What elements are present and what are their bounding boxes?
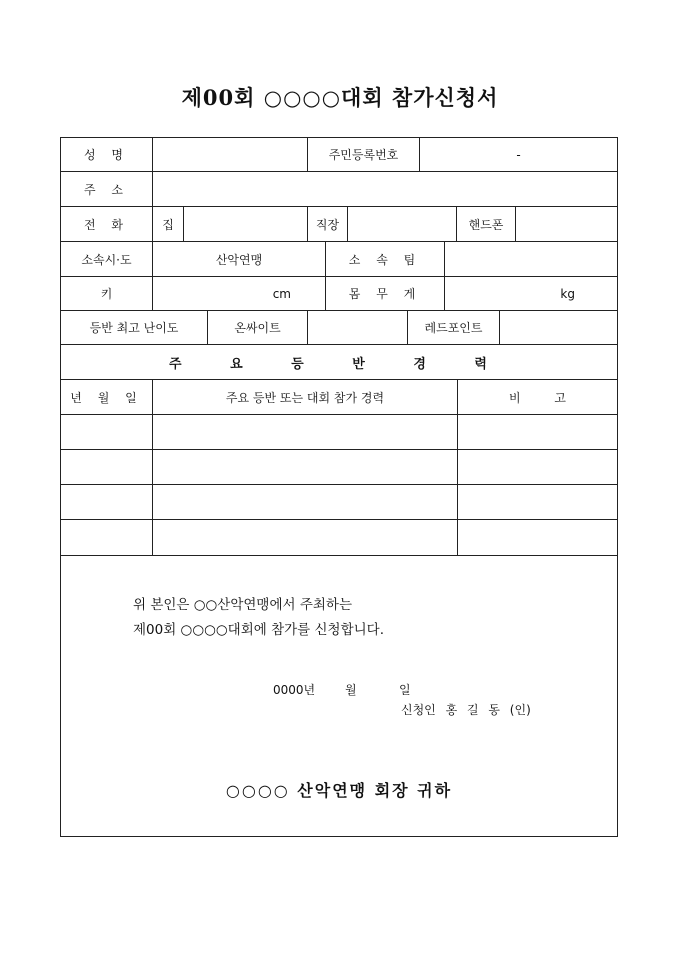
history-note-field[interactable] [458,485,617,519]
history-note-field[interactable] [458,450,617,484]
affiliation-row [61,242,617,277]
mobile-phone-field[interactable] [516,207,617,241]
name-field[interactable] [153,138,308,171]
statement-line-2: 제00회 ○○○○대회에 참가를 신청합니다. [133,622,384,638]
table-row [61,450,617,485]
history-note-field[interactable] [458,520,617,555]
difficulty-row [61,311,617,345]
address-field[interactable] [153,172,617,206]
address-row [61,172,617,207]
addressee: ○○○○ 산악연맹 회장 귀하 [225,781,453,800]
affiliation-label: 소속시·도 [61,242,153,276]
onsight-label: 온싸이트 [208,311,308,344]
statement-line-1: 위 본인은 ○○산악연맹에서 주최하는 [133,597,353,613]
weight-field[interactable]: kg [560,286,575,301]
home-phone-label: 집 [153,207,184,241]
height-field[interactable]: cm [153,277,326,310]
body-row [61,277,617,311]
history-career-field[interactable] [153,485,458,519]
note-column-header: 비 고 [509,390,566,405]
career-column-header: 주요 등반 또는 대회 참가 경력 [153,380,458,414]
team-label: 소 속 팀 [326,242,445,276]
history-header-row [61,380,617,415]
history-section-row [61,345,617,380]
work-phone-field[interactable] [348,207,457,241]
history-date-field[interactable] [61,415,153,449]
form-title: 제00회 ○○○○대회 참가신청서 [181,85,499,110]
applicant-signature: 신청인 홍 길 동 (인) [401,703,531,717]
height-label: 키 [61,277,153,310]
history-career-field[interactable] [153,450,458,484]
resident-number-label: 주민등록번호 [308,138,420,171]
mobile-phone-label: 핸드폰 [457,207,516,241]
name-label: 성 명 [61,138,153,171]
table-row [61,415,617,450]
weight-label: 몸 무 게 [326,277,445,310]
onsight-field[interactable] [308,311,408,344]
history-date-field[interactable] [61,520,153,555]
table-row [61,520,617,556]
date-year: 0000년 [273,683,316,697]
history-date-field[interactable] [61,485,153,519]
federation-field[interactable]: 산악연맹 [153,242,326,276]
history-note-field[interactable] [458,415,617,449]
redpoint-field[interactable] [500,311,617,344]
resident-number-field[interactable]: - [516,147,521,162]
history-career-field[interactable] [153,415,458,449]
team-field[interactable] [445,242,617,276]
home-phone-field[interactable] [184,207,308,241]
application-form [60,137,618,837]
history-section-title: 주 요 등 반 경 력 [169,356,509,372]
history-career-field[interactable] [153,520,458,555]
date-day: 일 [399,683,411,697]
name-row [61,138,617,172]
phone-label: 전 화 [61,207,153,241]
address-label: 주 소 [61,172,153,206]
redpoint-label: 레드포인트 [408,311,500,344]
work-phone-label: 직장 [308,207,348,241]
history-date-field[interactable] [61,450,153,484]
difficulty-label: 등반 최고 난이도 [61,311,208,344]
table-row [61,485,617,520]
date-column-header: 년 월 일 [61,380,153,414]
date-month: 월 [345,683,357,697]
phone-row [61,207,617,242]
